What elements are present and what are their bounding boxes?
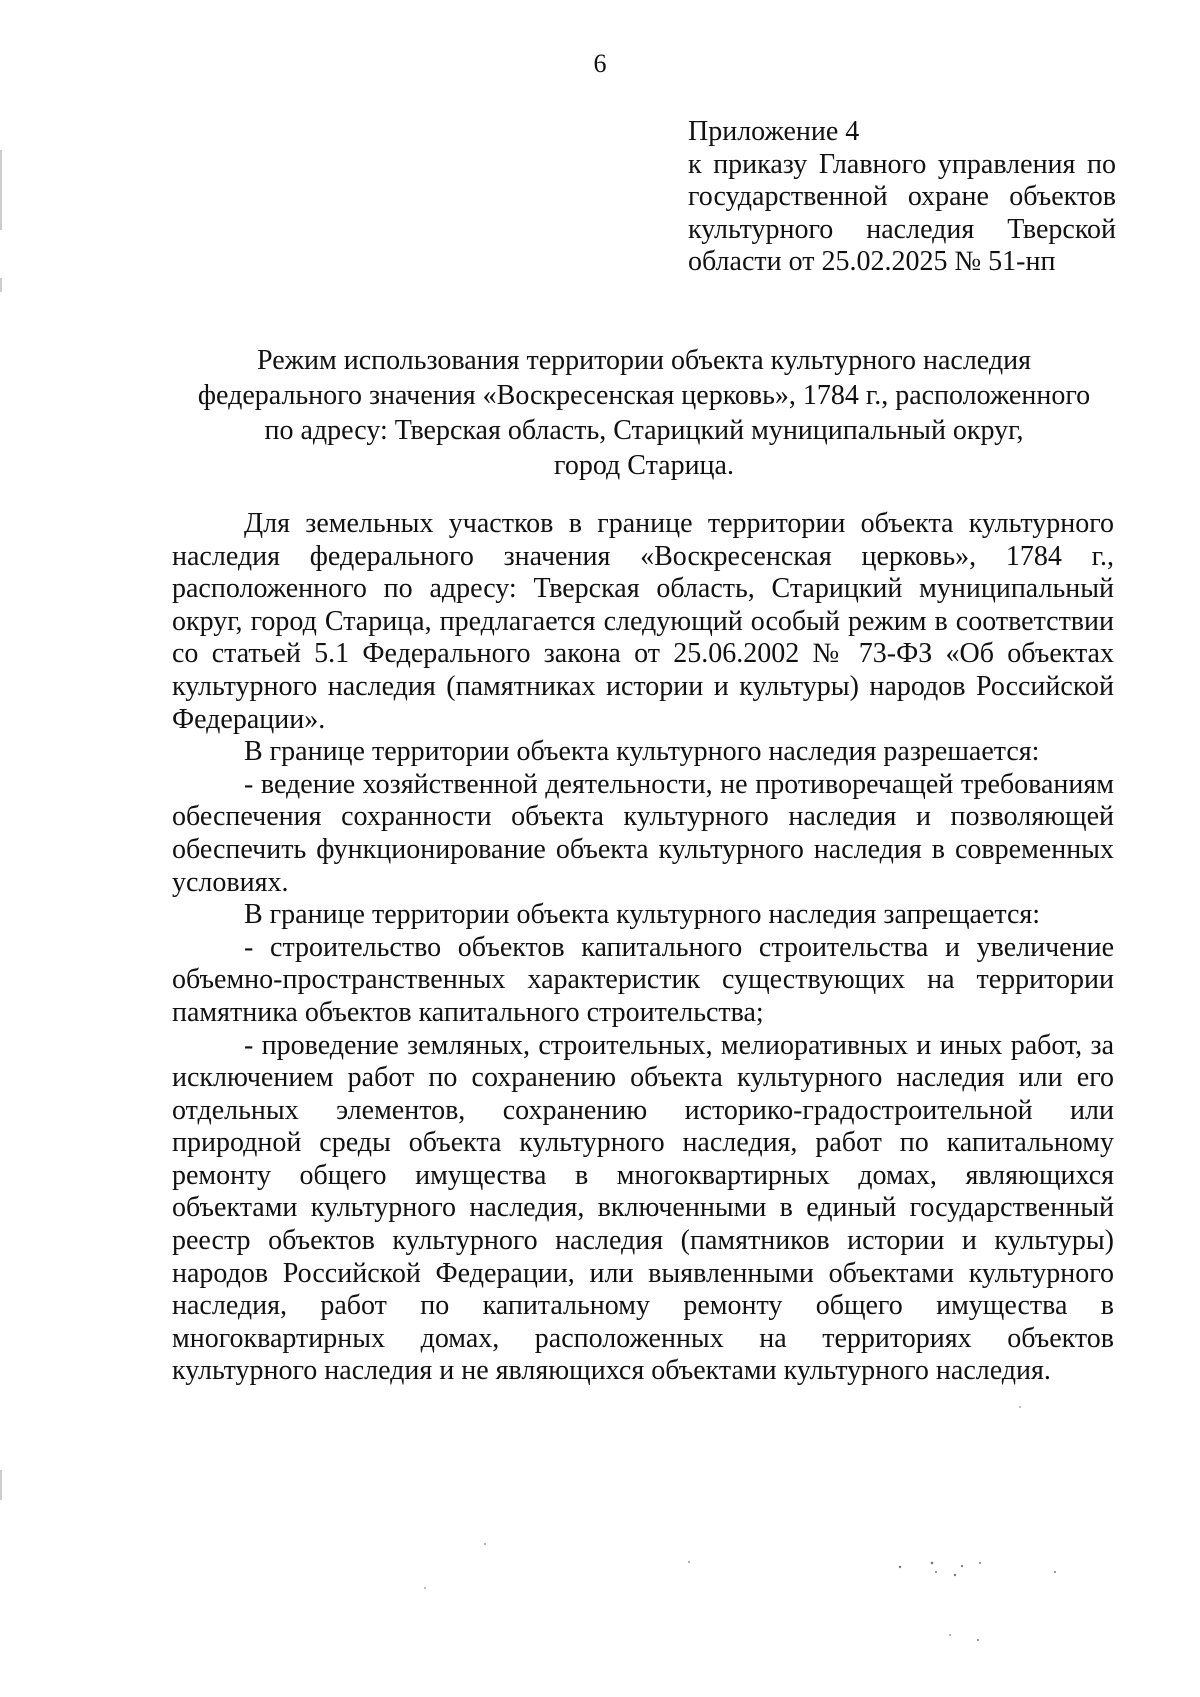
appendix-line: культурного наследия Тверской xyxy=(688,213,1116,245)
appendix-line: государственной охране объектов xyxy=(688,181,1116,212)
appendix-line: к приказу Главного управления по xyxy=(688,148,1116,180)
prohibited-heading: В границе территории объекта культурного наследия запрещается: xyxy=(244,899,1041,931)
appendix-line: области от 25.02.2025 № 51-нп xyxy=(688,246,1056,277)
title-line: федерального значения «Воскресенская церковь», 1784 г., расположенного xyxy=(197,380,1091,411)
appendix-title: Приложение 4 xyxy=(688,116,860,147)
scan-noise xyxy=(424,1406,1056,1641)
prohibited-item: - проведение земляных, строительных, мелиоративных и иных работ, за исключением работ по сохранению объекта культурного наследия или его отдельных элементов, сохранению историко-градостроительной или природной среды объекта культурного наследия, работ по капитальному ремонту общего имущества в многоквартирных домах, являющихся объектами культурного наследия, включенными в единый государственный реестр объектов культурного наследия (памятников истории и культуры) народов Российской Федерации, или выявленными объектами культурного наследия, работ по капитальному ремонту общего имущества в многоквартирных домах, расположенных на территориях объектов культурного наследия и не являющихся объектами культурного наследия. xyxy=(172,1029,1114,1387)
page-number: 6 xyxy=(593,49,607,78)
title-line: город Старица. xyxy=(554,450,734,481)
intro-paragraph: Для земельных участков в границе территории объекта культурного наследия федерального значения «Воскресенская церковь», 1784 г., расположенного по адресу: Тверская область, Старицкий муниципальный округ, город Старица, предлагается следующий особый режим в соответствии со статьей 5.1 Федерального закона от 25.06.2002 № 73-ФЗ «Об объектах культурного наследия (памятниках истории и культуры) народов Российской Федерации». xyxy=(172,508,1114,735)
prohibited-item: - строительство объектов капитального строительства и увеличение объемно-пространственных характеристик существующих на территории памятника объектов капитального строительства; xyxy=(172,931,1114,1028)
title-line: по адресу: Тверская область, Старицкий муниципальный округ, xyxy=(264,415,1024,446)
title-line: Режим использования территории объекта культурного наследия xyxy=(257,345,1031,376)
allowed-item: - ведение хозяйственной деятельности, не противоречащей требованиям обеспечения сохранности объекта культурного наследия и позволяющей обеспечить функционирование объекта культурного наследия в современных условиях. xyxy=(172,768,1114,898)
allowed-heading: В границе территории объекта культурного наследия разрешается: xyxy=(244,736,1040,768)
